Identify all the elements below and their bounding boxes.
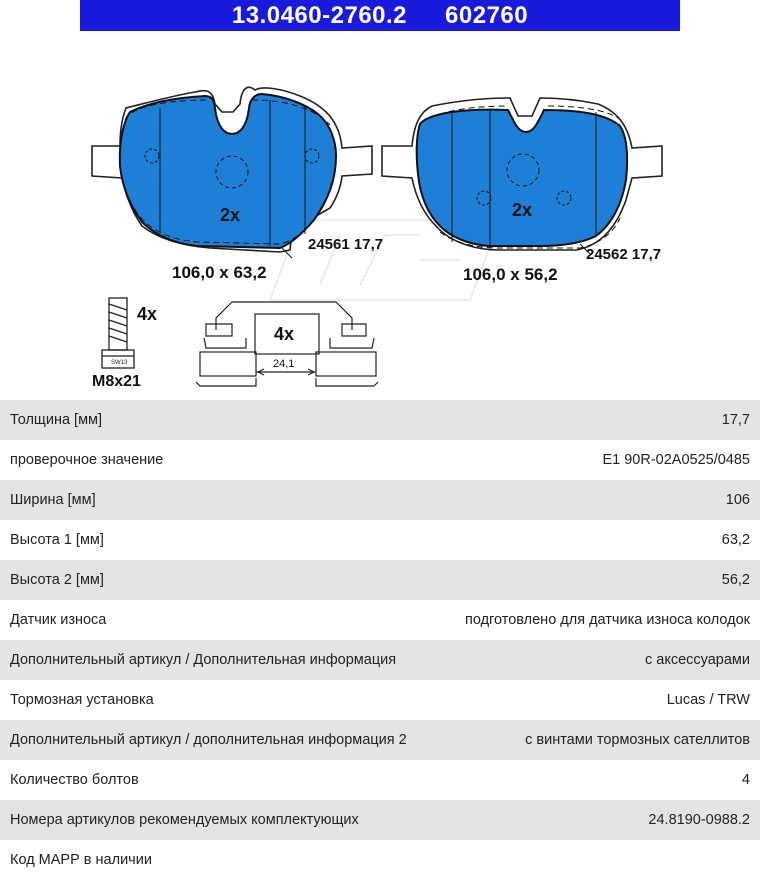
spec-row-additional-info: [0, 640, 760, 680]
spec-label: Высота 2 [мм]: [10, 572, 104, 588]
spec-row-additional-info-2: [0, 720, 760, 760]
spec-value: 24.8190-0988.2: [648, 812, 750, 828]
bolt-size: M8x21: [92, 373, 141, 390]
spec-row-height-2: [0, 560, 760, 600]
left-pad-dimensions: 106,0 x 63,2: [172, 263, 267, 282]
spec-value: 56,2: [721, 572, 750, 588]
clip-dimension: 24,1: [273, 358, 295, 370]
left-pad-quantity: 2x: [220, 205, 241, 225]
spec-label: Дополнительный артикул / дополнительная информация 2: [10, 732, 407, 748]
right-pad-quantity: 2x: [512, 200, 533, 220]
clip-quantity: 4x: [274, 324, 295, 344]
spec-row-width: [0, 480, 760, 520]
spec-row-mapp-code: [0, 840, 760, 880]
left-brake-pad: [92, 87, 372, 258]
right-pad-code: 24562 17,7: [586, 246, 662, 263]
bolt-head-marking: SW13: [111, 360, 128, 366]
spec-label: Дополнительный артикул / Дополнительная информация: [10, 652, 397, 668]
spec-row-thickness: [0, 400, 760, 440]
spec-value: E1 90R-02A0525/0485: [602, 452, 750, 468]
spec-row-test-value: [0, 440, 760, 480]
article-number: 13.0460-2760.2: [231, 1, 408, 29]
spec-value: с винтами тормозных сателлитов: [525, 732, 750, 748]
spec-value: 17,7: [721, 412, 750, 428]
spec-value: 63,2: [721, 532, 750, 548]
left-pad-code: 24561 17,7: [308, 236, 384, 253]
right-pad-dimensions: 106,0 x 56,2: [463, 265, 558, 284]
spec-value: подготовлено для датчика износа колодок: [464, 612, 750, 628]
article-header: [80, 0, 680, 31]
spec-value: 106: [725, 492, 750, 508]
short-number: 602760: [445, 1, 529, 29]
spec-label: проверочное значение: [10, 452, 164, 468]
spec-value: Lucas / TRW: [666, 692, 750, 708]
spec-label: Тормозная установка: [10, 692, 154, 708]
spec-label: Толщина [мм]: [10, 412, 103, 428]
right-brake-pad: [382, 98, 662, 254]
bolt-quantity: 4x: [137, 304, 158, 324]
spec-label: Код МАРР в наличии: [10, 852, 152, 868]
spec-row-height-1: [0, 520, 760, 560]
spec-value: с аксессуарами: [644, 652, 750, 668]
bolt-drawing: [102, 298, 134, 368]
spec-label: Ширина [мм]: [10, 492, 96, 508]
spec-label: Высота 1 [мм]: [10, 532, 104, 548]
spec-value: 4: [741, 772, 750, 788]
spec-label: Датчик износа: [10, 612, 107, 628]
spec-row-wear-sensor: [0, 600, 760, 640]
spec-table: [0, 400, 760, 880]
spec-label: Номера артикулов рекомендуемых комплектующих: [10, 812, 359, 828]
spec-row-brake-system: [0, 680, 760, 720]
spec-label: Количество болтов: [10, 772, 139, 788]
spec-row-bolt-count: [0, 760, 760, 800]
spec-row-recommended-parts: [0, 800, 760, 840]
clip-drawing: [196, 302, 378, 386]
brake-pad-diagram: [0, 40, 760, 392]
